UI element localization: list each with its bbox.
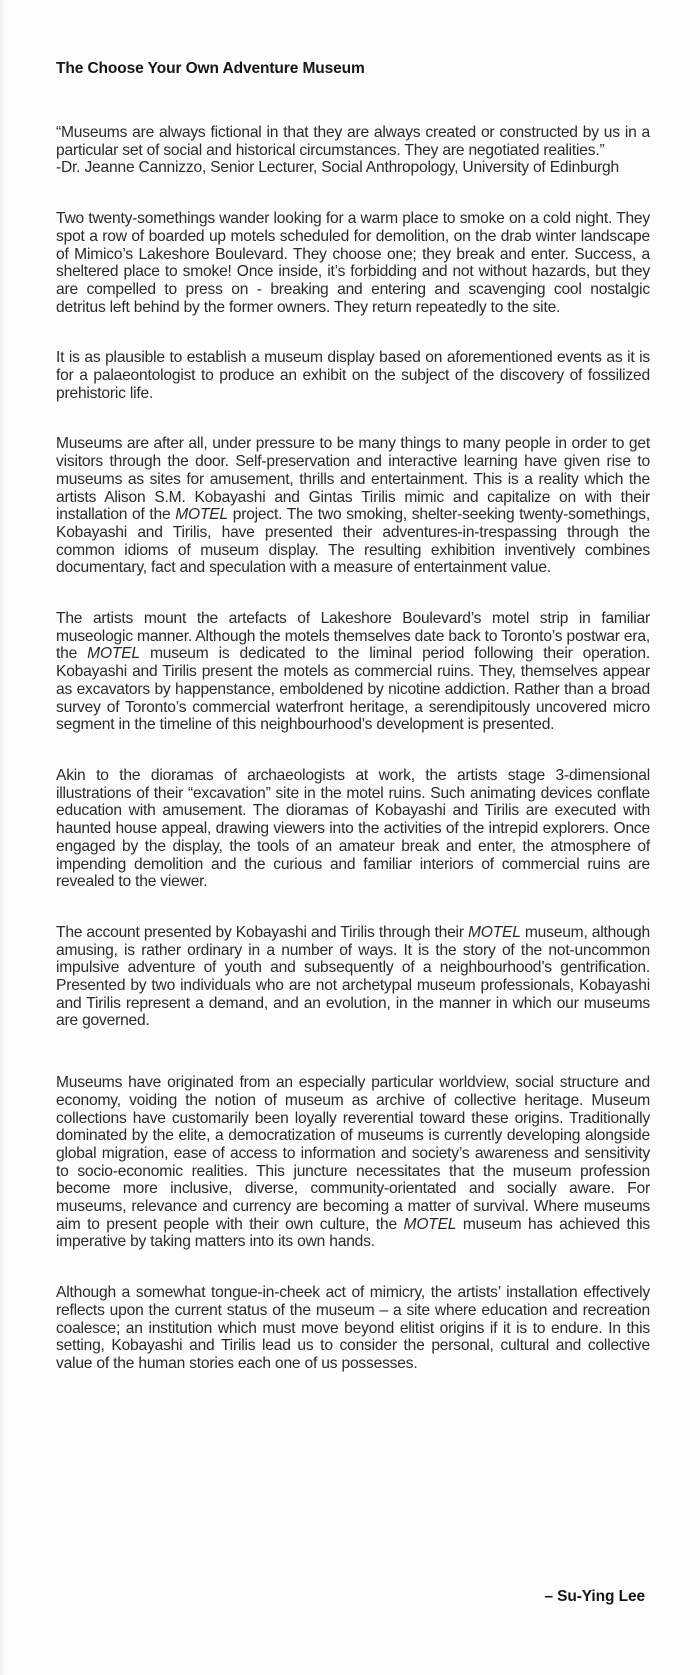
document-title: The Choose Your Own Adventure Museum: [56, 60, 365, 77]
paragraph-text: Akin to the dioramas of archaeologists at work, the artists stage 3-dimensional illustrations of their “excavation” site in the motel ruins. Such animating devices conflate education with amusement. The dioramas of Kobayashi and Tirilis are executed with haunted house appeal, drawing viewers into the activities of the intrepid explorers. Once engaged by the display, the tools of an amateur break and enter, the atmosphere of impending demolition and the curious and familiar interiors of commercial ruins are revealed to the viewer.: [56, 766, 650, 891]
article-column: [56, 60, 650, 1406]
paragraph-text: Museums are after all, under pressure to be many things to many people in order to get visitors through the door. Self-preservation and interactive learning have given rise to museums as sites for amusement, thrills and entertainment. This is a reality which the artists Alison S.M. Kobayashi and Gintas Tirilis mimic and capitalize on with their installation of the: [56, 435, 650, 524]
paragraph-8: [56, 1284, 650, 1373]
paragraph-4: [56, 610, 650, 734]
paragraph-5: [56, 767, 650, 891]
paragraph-text: Two twenty-somethings wander looking for a warm place to smoke on a cold night. They spot a row of boarded up motels scheduled for demolition, on the drab winter landscape of Mimico’s Lakeshore Boulevard. They choose one; they break and enter. Success, a sheltered place to smoke! Once inside, it’s forbidding and not without hazards, but they are compelled to press on - breaking and entering and scavenging cool nostalgic detritus left behind by the former owners. They return repeatedly to the site.: [56, 210, 650, 316]
motel-italic: MOTEL: [467, 923, 521, 941]
page-edge: [0, 0, 6, 1675]
paragraph-2: [56, 349, 650, 402]
paragraph-text: museum has achieved this imperative by taking matters into its own hands.: [56, 1215, 651, 1251]
paragraph-text: museum is dedicated to the liminal period following their operation. Kobayashi and Tirilis present the motels as commercial ruins. They, themselves appear as excavators by happenstance, emboldened by nicotine addiction. Rather than a broad survey of Toronto’s commercial waterfront heritage, a serendipitously uncovered micro segment in the timeline of this neighbourhood’s development is presented.: [56, 645, 650, 734]
quote-attribution: -Dr. Jeanne Cannizzo, Senior Lecturer, Social Anthropology, University of Edinburgh: [56, 159, 619, 177]
paragraph-7: [56, 1074, 650, 1251]
author-signature: – Su-Ying Lee: [544, 1588, 645, 1605]
motel-italic: MOTEL: [403, 1215, 457, 1233]
motel-italic: MOTEL: [175, 506, 228, 524]
paragraph-text: museum, although amusing, is rather ordinary in a number of ways. It is the story of the not-uncommon impulsive adventure of youth and subsequently of a neighbourhood’s gentrification. Presented by two individuals who are not archetypal museum professionals, Kobayashi and Tirilis represent a demand, and an evolution, in the manner in which our museums are governed.: [56, 923, 650, 1030]
epigraph-quote: [56, 124, 650, 177]
paragraph-text: It is as plausible to establish a museum display based on aforementioned events as it is for a palaeontologist to produce an exhibit on the subject of the discovery of fossilized prehistoric life.: [56, 349, 650, 402]
paragraph-text: The account presented by Kobayashi and Tirilis through their: [56, 923, 468, 941]
paragraph-text: Although a somewhat tongue-in-cheek act of mimicry, the artists’ installation effectively reflects upon the current status of the museum – a site where education and recreation coalesce; an institution which must move beyond elitist origins if it is to endure. In this setting, Kobayashi and Tirilis lead us to consider the personal, cultural and collective value of the human stories each one of us possesses.: [56, 1284, 650, 1372]
paragraph-6: [56, 924, 650, 1030]
paragraph-text: Museums have originated from an especially particular worldview, social structure and economy, voiding the notion of museum as archive of collective heritage. Museum collections have customarily been loyally reverential toward these origins. Traditionally dominated by the elite, a democratization of museums is currently developing alongside global migration, ease of access to information and society’s awareness and sensitivity to socio-economic realities. This juncture necessitates that the museum profession become more inclusive, diverse, community-orientated and socially aware. For museums, relevance and currency are becoming a matter of survival. Where museums aim to present people with their own culture, the: [56, 1074, 650, 1233]
quote-text: “Museums are always fictional in that they are always created or constructed by us in a particular set of social and historical circumstances. They are negotiated realities.”: [56, 124, 650, 159]
motel-italic: MOTEL: [87, 645, 140, 663]
paragraph-text: project. The two smoking, shelter-seeking twenty-somethings, Kobayashi and Tirilis, have presented their adventures-in-trespassing through the common idioms of museum display. The resulting exhibition inventively combines documentary, fact and speculation with a measure of entertainment value.: [56, 506, 650, 577]
paragraph-1: [56, 210, 650, 316]
paragraph-text: The artists mount the artefacts of Lakeshore Boulevard’s motel strip in familiar museologic manner. Although the motels themselves date back to Toronto’s postwar era, the: [56, 610, 650, 663]
paragraph-3: [56, 435, 650, 577]
